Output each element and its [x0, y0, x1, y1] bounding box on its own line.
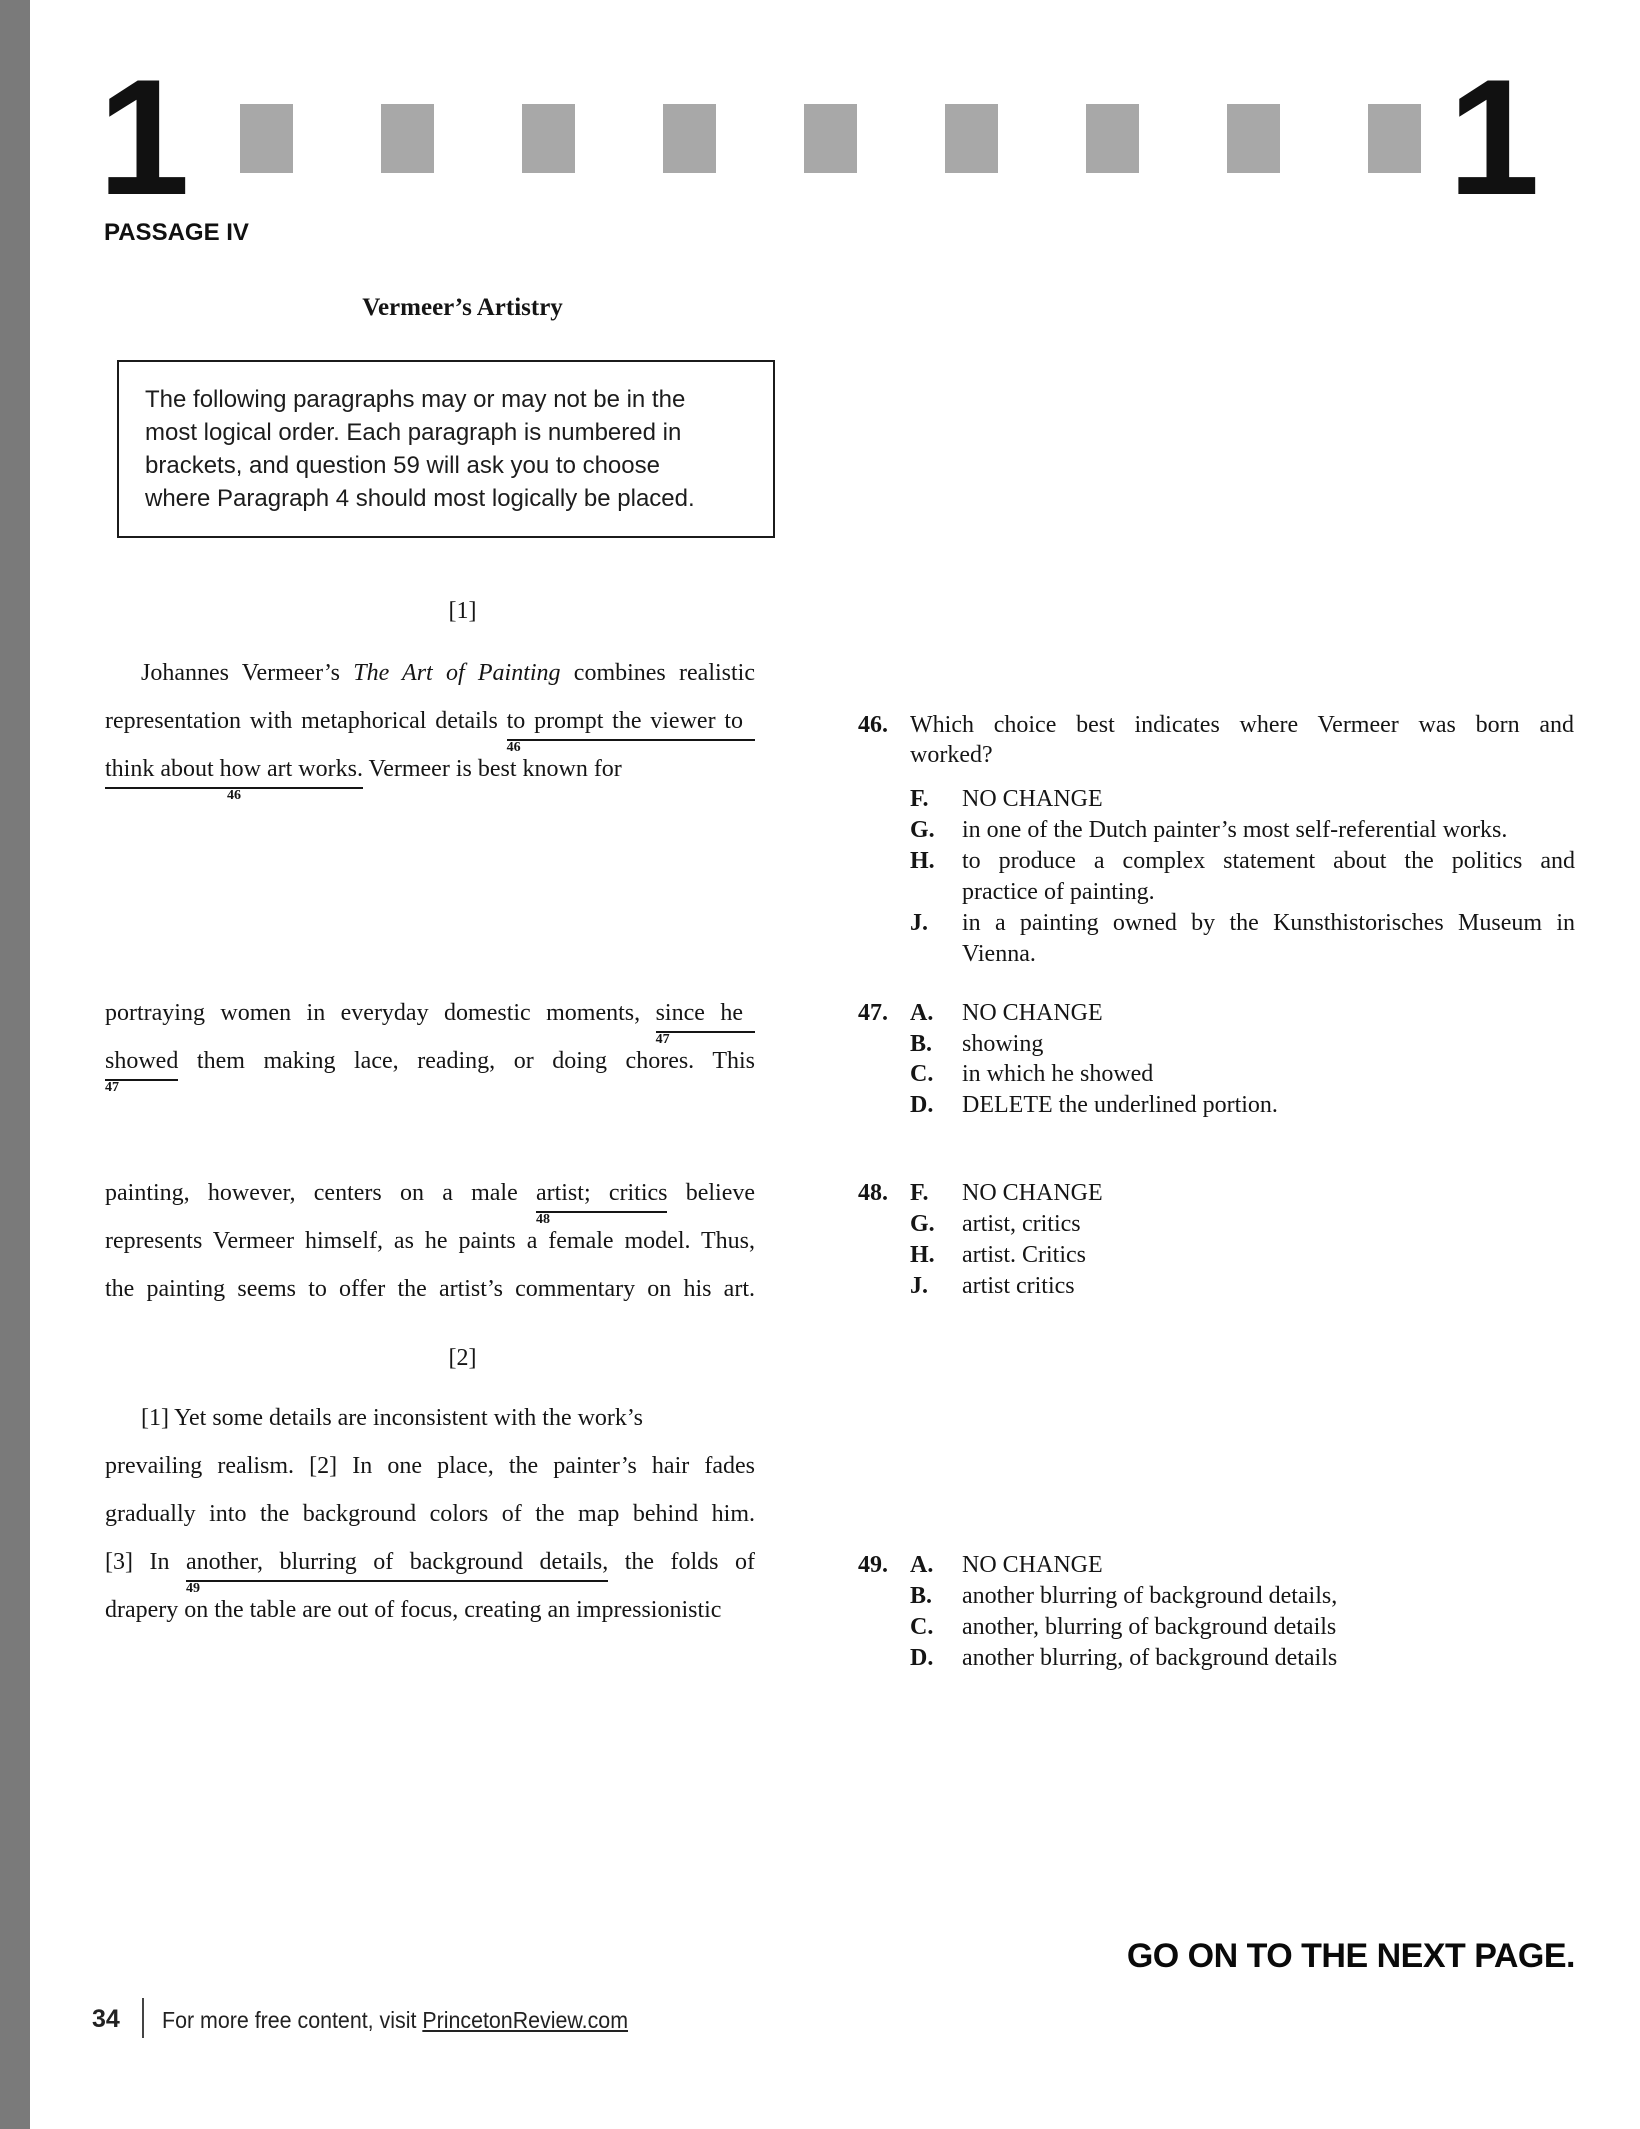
option-text: DELETE the underlined portion.: [962, 1092, 1278, 1118]
header-square: [1227, 104, 1280, 173]
header-square: [804, 104, 857, 173]
passage-text: them making lace, reading, or doing chores. This: [178, 1048, 755, 1074]
option-letter: G.: [910, 817, 935, 843]
underlined-text: to prompt the viewer to: [506, 708, 743, 734]
passage-text: [3] In: [105, 1549, 186, 1575]
passage-line: [1] Yet some details are inconsistent with the work’s: [141, 1405, 643, 1431]
header-square: [1086, 104, 1139, 173]
go-on-next-page-label: GO ON TO THE NEXT PAGE.: [1126, 1937, 1575, 1975]
passage-line: the painting seems to offer the artist’s commentary on his art.: [105, 1276, 755, 1302]
option-letter: A.: [910, 1552, 934, 1578]
option-text: artist, critics: [962, 1211, 1081, 1237]
option-letter: C.: [910, 1614, 934, 1640]
option-text: another blurring, of background details: [962, 1645, 1338, 1671]
underline-number: 47: [655, 1032, 670, 1047]
option-text: NO CHANGE: [962, 1180, 1103, 1206]
header-square: [1368, 104, 1421, 173]
option-text: practice of painting.: [962, 879, 1155, 905]
paragraph-marker-2: [2]: [448, 1345, 477, 1371]
passage-line: prevailing realism. [2] In one place, the painter’s hair fades: [105, 1453, 755, 1479]
question-number-48: 48.: [858, 1180, 888, 1206]
instruction-box: [117, 360, 775, 538]
option-letter: F.: [910, 1180, 929, 1206]
footer-promo-text: For more free content, visit: [162, 2007, 423, 2033]
option-letter: A.: [910, 1000, 934, 1026]
passage-line: [105, 708, 755, 755]
option-text: in one of the Dutch painter’s most self-referential works.: [962, 817, 1508, 843]
option-text: artist. Critics: [962, 1242, 1086, 1268]
passage-line: [105, 1549, 755, 1596]
passage-text: believe: [667, 1180, 756, 1206]
passage-line: represents Vermeer himself, as he paints a female model. Thus,: [105, 1228, 755, 1254]
passage-text: portraying women in everyday domestic moments,: [105, 1000, 656, 1026]
underlined-text: artist; critics: [535, 1180, 668, 1206]
underlined-segment-49: [185, 1549, 609, 1596]
underlined-text: another, blurring of background details,: [185, 1549, 609, 1575]
passage-line: [105, 660, 755, 686]
underline-number: 49: [185, 1581, 200, 1596]
underlined-segment-46: [506, 708, 755, 755]
passage-line: [105, 756, 755, 803]
option-letter: H.: [910, 848, 935, 874]
passage-text: the folds of: [608, 1549, 755, 1575]
option-text: another blurring of background details,: [962, 1583, 1338, 1609]
header-square: [240, 104, 293, 173]
passage-text: representation with metaphorical details: [105, 708, 507, 734]
option-letter: F.: [910, 786, 929, 812]
underlined-text: showed: [105, 1048, 179, 1074]
option-text: in which he showed: [962, 1061, 1154, 1087]
passage-text: painting, however, centers on a male: [105, 1180, 536, 1206]
header-square: [945, 104, 998, 173]
option-text: artist critics: [962, 1273, 1075, 1299]
option-text: to produce a complex statement about the politics and: [962, 848, 1575, 874]
princeton-review-link[interactable]: PrincetonReview.com: [422, 2007, 629, 2033]
instruction-line: The following paragraphs may or may not be in the: [145, 386, 686, 413]
section-number-right: 1: [1448, 45, 1536, 229]
underline-number: 46: [506, 740, 521, 755]
section-number-left: 1: [98, 45, 186, 229]
underlined-segment-46: [105, 756, 363, 803]
instruction-line: where Paragraph 4 should most logically be placed.: [145, 485, 695, 512]
passage-text: combines realistic: [560, 660, 755, 686]
option-letter: J.: [910, 910, 928, 936]
underlined-segment-47: [105, 1048, 179, 1095]
passage-text: Johannes Vermeer’s: [141, 660, 354, 686]
underline-number: 47: [105, 1080, 119, 1095]
passage-line: [105, 1000, 755, 1047]
option-text: NO CHANGE: [962, 786, 1103, 812]
instruction-line: most logical order. Each paragraph is numbered in: [145, 419, 682, 446]
book-title-italic: The Art of Painting: [353, 660, 561, 686]
underlined-text: think about how art works.: [105, 756, 363, 782]
left-edge-bar: [0, 0, 30, 2129]
option-letter: G.: [910, 1211, 935, 1237]
option-letter: D.: [910, 1645, 934, 1671]
underline-number: 46: [226, 788, 241, 803]
option-text: in a painting owned by the Kunsthistorisches Museum in: [962, 910, 1575, 936]
option-text: showing: [962, 1031, 1044, 1057]
question-number-46: 46.: [858, 712, 888, 738]
option-letter: B.: [910, 1031, 933, 1057]
option-letter: J.: [910, 1273, 928, 1299]
question-number-47: 47.: [858, 1000, 888, 1026]
paragraph-marker-1: [1]: [448, 598, 477, 624]
instruction-line: brackets, and question 59 will ask you to choose: [145, 452, 660, 479]
question-stem-line: Which choice best indicates where Vermeer was born and: [910, 712, 1574, 738]
underlined-segment-48: [535, 1180, 668, 1227]
option-letter: B.: [910, 1583, 933, 1609]
passage-title: Vermeer’s Artistry: [362, 294, 563, 321]
passage-line: gradually into the background colors of the map behind him.: [105, 1501, 755, 1527]
option-letter: D.: [910, 1092, 934, 1118]
passage-line: [105, 1048, 755, 1095]
underlined-text: since he: [655, 1000, 744, 1026]
passage-text: Vermeer is best known for: [362, 756, 622, 782]
page-number: 34: [92, 2005, 120, 2033]
footer-divider: [142, 1998, 144, 2038]
passage-label: PASSAGE IV: [104, 219, 249, 246]
header-square: [663, 104, 716, 173]
question-stem-line: worked?: [910, 742, 993, 768]
option-text: NO CHANGE: [962, 1552, 1103, 1578]
footer-text: [162, 2007, 628, 2033]
option-text: NO CHANGE: [962, 1000, 1103, 1026]
passage-line: drapery on the table are out of focus, creating an impressionistic: [105, 1597, 722, 1623]
option-text: Vienna.: [962, 941, 1036, 967]
underlined-segment-47: [655, 1000, 755, 1047]
option-letter: H.: [910, 1242, 935, 1268]
underline-number: 48: [535, 1212, 550, 1227]
header-square: [381, 104, 434, 173]
option-letter: C.: [910, 1061, 934, 1087]
question-number-49: 49.: [858, 1552, 888, 1578]
passage-line: [105, 1180, 756, 1227]
option-text: another, blurring of background details: [962, 1614, 1337, 1640]
header-square: [522, 104, 575, 173]
